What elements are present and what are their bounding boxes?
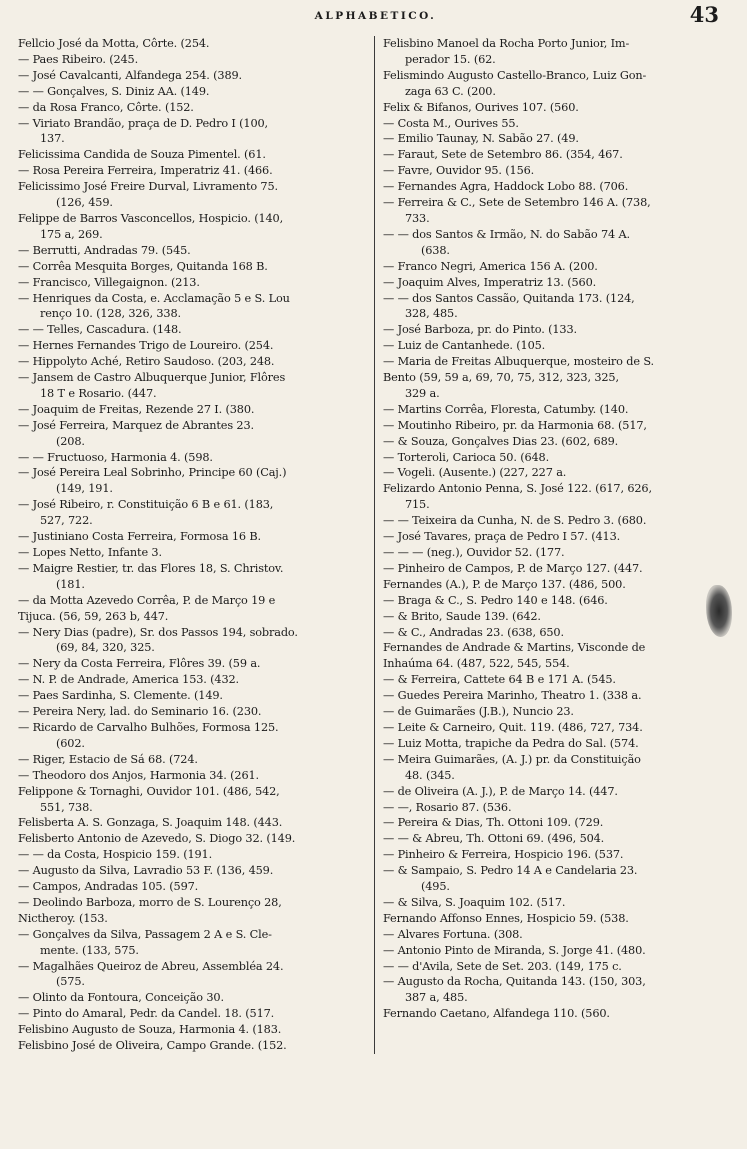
directory-entry-line: — — dos Santos Cassão, Quitanda 173. (124, [382,291,635,305]
directory-entry-line: — Pereira & Dias, Th. Ottoni 109. (729. [382,816,604,830]
directory-entry-line: — & Souza, Gonçalves Dias 23. (602, 689. [382,434,619,448]
page-header [18,0,733,36]
directory-entry-line: Inhaúma 64. (487, 522, 545, 554. [382,657,570,671]
directory-entry-line: — José Tavares, praça de Pedro I 57. (413. [382,530,621,544]
directory-entry-line: Felisbino Manoel da Rocha Porto Junior, Im- [382,37,630,50]
directory-entry-line: — Joaquim de Freitas, Rezende 27 I. (380. [18,402,255,416]
directory-entry-line: — Pereira Nery, lad. do Seminario 16. (230. [18,705,262,719]
directory-entry-line: — Luiz Motta, trapiche da Pedra do Sal. (574. [382,736,639,750]
running-head: ALPHABETICO. [314,10,437,22]
directory-entry-line: (181. [56,577,85,591]
directory-entry-line: — Henriques da Costa, e. Acclamação 5 e S. Lou [18,291,290,305]
directory-entry-line: — Riger, Estacio de Sá 68. (724. [18,752,198,766]
directory-entry-line: — Ferreira & C., Sete de Setembro 146 A. (738, [382,196,651,210]
directory-entry-line: — Meira Guimarães, (A. J.) pr. da Constituição [382,752,641,766]
directory-entry-line: — Deolindo Barboza, morro de S. Lourenço 28, [18,895,282,909]
directory-entry-line: — Vogeli. (Ausente.) (227, 227 a. [382,466,567,480]
directory-entry-line: — Joaquim Alves, Imperatriz 13. (560. [382,275,597,289]
directory-entry-line: 527, 722. [40,514,93,528]
directory-entry-line: — Theodoro dos Anjos, Harmonia 34. (261. [18,768,259,782]
directory-entry-line: — — Gonçalves, S. Diniz AA. (149. [18,84,210,98]
directory-entry-line: Felippe de Barros Vasconcellos, Hospicio. (140, [18,211,284,225]
directory-entry-line: — Hernes Fernandes Trigo de Loureiro. (254. [18,339,274,353]
directory-entry-line: — Paes Sardinha, S. Clemente. (149. [18,689,223,703]
directory-entry-line: 551, 738. [40,800,93,814]
directory-entry-line: Felismindo Augusto Castello-Branco, Luiz Gon- [382,68,647,82]
directory-entry-line: — Alvares Fortuna. (308. [382,927,523,941]
directory-entry-line: Nictheroy. (153. [18,911,108,925]
directory-entry-line: Felix & Bifanos, Ourives 107. (560. [382,100,579,114]
directory-entry-line: — José Ferreira, Marquez de Abrantes 23. [18,418,254,432]
directory-entry-line: — — & Abreu, Th. Ottoni 69. (496, 504. [382,832,605,846]
directory-entry-line: 715. [404,498,430,512]
directory-entry-line: — Fernandes Agra, Haddock Lobo 88. (706. [382,180,629,194]
directory-entry-line: — Jansem de Castro Albuquerque Junior, Flôres [18,371,286,385]
directory-entry-line: — Maigre Restier, tr. das Flores 18, S. Christov. [18,561,284,575]
directory-entry-line: — — Teixeira da Cunha, N. de S. Pedro 3. (680. [382,514,647,528]
directory-entry-line: — Corrêa Mesquita Borges, Quitanda 168 B. [18,259,268,273]
directory-entry-line: — Pinto do Amaral, Pedr. da Candel. 18. (517. [18,1007,275,1021]
directory-entry-line: Fernandes de Andrade & Martins, Visconde de [382,641,646,655]
directory-entry-line: — Rosa Pereira Ferreira, Imperatriz 41. (466. [18,164,273,178]
directory-entry-line: — — d'Avila, Sete de Set. 203. (149, 175 c. [382,959,622,973]
right-column [381,36,733,1022]
directory-entry-line: — — — (neg.), Ouvidor 52. (177. [382,546,565,559]
directory-entry-line: — de Oliveira (A. J.), P. de Março 14. (447. [382,784,618,798]
directory-entry-line: Fellcio José da Motta, Côrte. (254. [18,37,210,50]
directory-entry-line: (149, 191. [56,482,113,496]
directory-entry-line: Felisbino Augusto de Souza, Harmonia 4. (183. [18,1023,282,1037]
directory-entry-line: Felisberta A. S. Gonzaga, S. Joaquim 148. (443. [18,816,283,830]
directory-entry-line: — Viriato Brandão, praça de D. Pedro I (100, [18,116,268,130]
directory-entry-line: (208. [56,434,85,448]
directory-entry-line: — Moutinho Ribeiro, pr. da Harmonia 68. (517, [382,418,647,432]
column-divider [374,36,375,1054]
columns [18,36,733,1054]
directory-entry-line: (602. [56,736,85,750]
directory-entry-line: 18 T e Rosario. (447. [40,386,157,400]
ink-blot [706,585,732,637]
directory-entry-line: 175 a, 269. [40,227,103,241]
directory-entry-line: — & Ferreira, Cattete 64 B e 171 A. (545. [382,673,616,687]
directory-entry-line: — Luiz de Cantanhede. (105. [382,339,546,353]
directory-entry-line: — Magalhães Queiroz de Abreu, Assembléa 24. [18,959,284,973]
directory-entry-line: — Maria de Freitas Albuquerque, mosteiro de S. [382,355,654,369]
directory-entry-line: — Guedes Pereira Marinho, Theatro 1. (338 a. [382,689,642,703]
directory-entry-line: — Augusto da Silva, Lavradio 53 F. (136, 459. [18,864,274,878]
directory-entry-line: — Antonio Pinto de Miranda, S. Jorge 41. (480. [382,943,646,957]
directory-entry-line: Tijuca. (56, 59, 263 b, 447. [18,609,169,623]
directory-entry-line: — Torteroli, Carioca 50. (648. [382,450,550,464]
directory-entry-line: Bento (59, 59 a, 69, 70, 75, 312, 323, 325, [382,371,619,385]
directory-entry-line: (495. [420,880,450,894]
directory-entry-line: — Berrutti, Andradas 79. (545. [18,243,191,257]
directory-entry-line: — & Sampaio, S. Pedro 14 A e Candelaria 23. [382,864,638,878]
directory-entry-line: — & Silva, S. Joaquim 102. (517. [382,895,566,909]
directory-entry-line: Felippone & Tornaghi, Ouvidor 101. (486, 542, [18,784,280,798]
directory-entry-line: — Costa M., Ourives 55. [382,116,519,130]
directory-entry-line: (575. [56,975,85,989]
directory-entry-line: (69, 84, 320, 325. [56,641,155,655]
directory-entry-line: — da Rosa Franco, Côrte. (152. [18,100,194,114]
directory-entry-line: — Leite & Carneiro, Quit. 119. (486, 727, 734. [382,720,643,734]
directory-entry-line: — José Barboza, pr. do Pinto. (133. [382,323,577,337]
directory-entry-line: 328, 485. [404,307,458,321]
directory-entry-line: — Nery Dias (padre), Sr. dos Passos 194, sobrado. [18,625,298,639]
directory-entry-line: 48. (345. [404,768,455,782]
directory-entry-line: — Francisco, Villegaignon. (213. [18,275,200,289]
directory-entry-line: — José Ribeiro, r. Constituição 6 B e 61. (183, [18,498,274,512]
directory-entry-line: — Lopes Netto, Infante 3. [18,546,162,559]
directory-entry-line: — & Brito, Saude 139. (642. [382,609,541,623]
directory-entry-line: — José Cavalcanti, Alfandega 254. (389. [18,68,242,82]
directory-entry-line: (638. [420,243,450,257]
directory-entry-line: — Hippolyto Aché, Retiro Saudoso. (203, 248. [18,355,275,369]
directory-entry-line: Fernandes (A.), P. de Março 137. (486, 500. [382,577,626,591]
directory-entry-line: 387 a, 485. [404,991,468,1005]
directory-entry-line: — Faraut, Sete de Setembro 86. (354, 467. [382,148,623,162]
directory-entry-line: — Favre, Ouvidor 95. (156. [382,164,535,178]
page-number: 43 [689,2,719,27]
directory-entry-line: mente. (133, 575. [40,943,139,957]
directory-entry-line: renço 10. (128, 326, 338. [40,307,181,321]
directory-entry-line: — —, Rosario 87. (536. [382,800,512,814]
directory-entry-line: — Paes Ribeiro. (245. [18,52,139,66]
directory-entry-line: — Campos, Andradas 105. (597. [18,880,199,894]
directory-entry-line: — de Guimarães (J.B.), Nuncio 23. [382,705,574,719]
directory-entry-line: 733. [404,211,430,225]
directory-entry-line: — Gonçalves da Silva, Passagem 2 A e S. Cle- [18,927,272,941]
directory-entry-line: — Olinto da Fontoura, Conceição 30. [18,991,224,1005]
directory-entry-line: 137. [40,132,65,146]
directory-entry-line: — Braga & C., S. Pedro 140 e 148. (646. [382,593,608,607]
directory-entry-line: Felisberto Antonio de Azevedo, S. Diogo 32. (149. [18,832,296,846]
left-column [18,36,374,1054]
directory-entry-line: 329 a. [404,386,440,400]
directory-entry-line: — — dos Santos & Irmão, N. do Sabão 74 A. [382,227,630,241]
directory-entry-line: — & C., Andradas 23. (638, 650. [382,625,564,639]
directory-entry-line: — Augusto da Rocha, Quitanda 143. (150, 303, [382,975,646,989]
directory-entry-line: zaga 63 C. (200. [404,84,496,98]
directory-entry-line: Felizardo Antonio Penna, S. José 122. (617, 626, [382,482,652,496]
directory-entry-line: — Emilio Taunay, N. Sabão 27. (49. [382,132,579,146]
directory-entry-line: Felisbino José de Oliveira, Campo Grande. (152. [18,1039,287,1053]
directory-entry-line: Fernando Caetano, Alfandega 110. (560. [382,1007,610,1021]
directory-entry-line: Fernando Affonso Ennes, Hospicio 59. (538. [382,911,629,925]
directory-entry-line: — Pinheiro & Ferreira, Hospicio 196. (537. [382,848,624,862]
directory-entry-line: (126, 459. [56,196,113,210]
directory-entry-line: — — Fructuoso, Harmonia 4. (598. [18,450,213,464]
directory-entry-line: — Ricardo de Carvalho Bulhões, Formosa 125. [18,720,279,734]
directory-entry-line: — — da Costa, Hospicio 159. (191. [18,848,213,862]
directory-entry-line: Felicissimo José Freire Durval, Livramento 75. [18,180,278,194]
directory-entry-line: — da Motta Azevedo Corrêa, P. de Março 19 e [18,593,276,607]
directory-entry-line: — Nery da Costa Ferreira, Flôres 39. (59 a. [18,657,261,671]
directory-entry-line: — Pinheiro de Campos, P. de Março 127. (447. [382,561,643,575]
directory-entry-line: — N. P. de Andrade, America 153. (432. [18,673,239,687]
directory-entry-line: — Martins Corrêa, Floresta, Catumby. (140. [382,402,629,416]
directory-entry-line: Felicissima Candida de Souza Pimentel. (61. [18,148,266,162]
directory-entry-line: perador 15. (62. [404,52,496,66]
directory-entry-line: — Franco Negri, America 156 A. (200. [382,259,598,273]
directory-entry-line: — — Telles, Cascadura. (148. [18,323,182,337]
directory-entry-line: — José Pereira Leal Sobrinho, Principe 60 (Caj.) [18,466,287,480]
directory-entry-line: — Justiniano Costa Ferreira, Formosa 16 B. [18,530,261,544]
